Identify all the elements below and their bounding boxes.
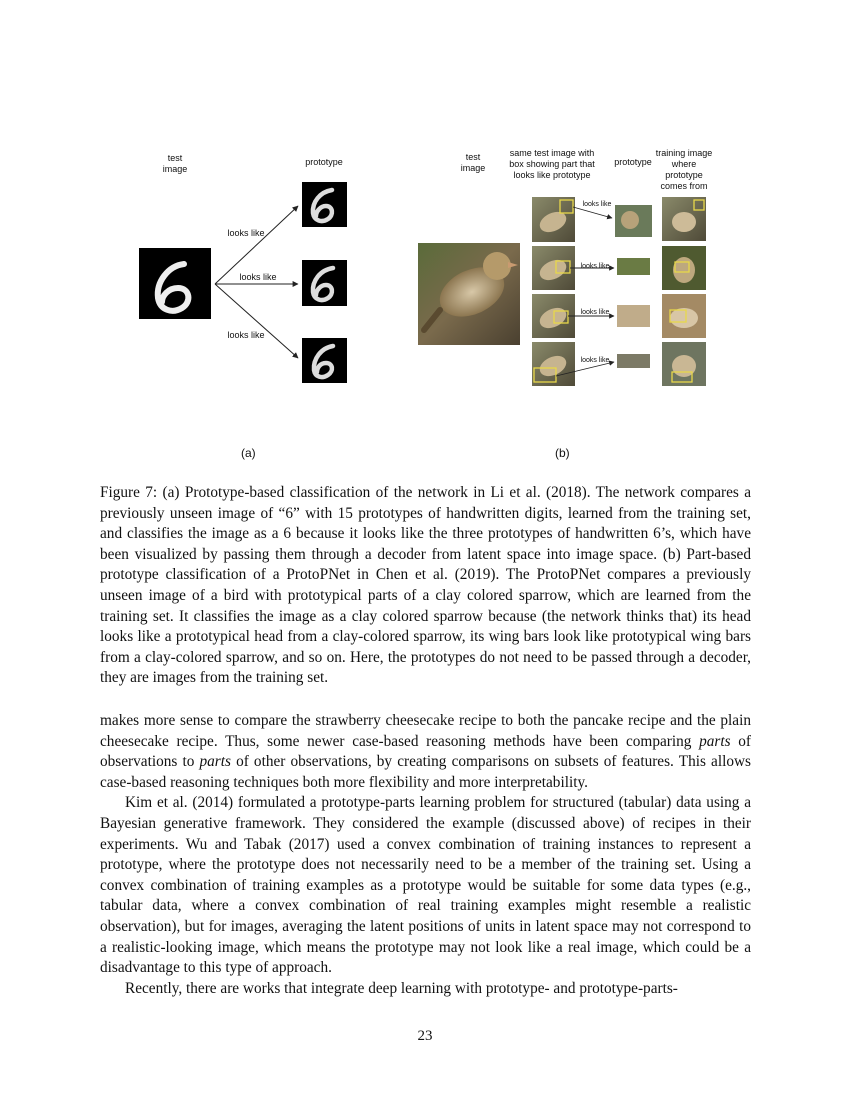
same-image-column <box>532 197 575 386</box>
looks-like-label: looks like <box>580 357 610 364</box>
body-text <box>100 711 751 999</box>
subfigure-label-b: (b) <box>555 446 570 460</box>
bird-head <box>483 252 511 280</box>
label-prototype-a: prototype <box>305 157 343 167</box>
looks-like-label: looks like <box>227 228 265 238</box>
emphasis: parts <box>199 753 231 771</box>
looks-like-label: looks like <box>580 263 610 270</box>
prototype-patch-column <box>615 205 652 368</box>
figure-7 <box>0 0 850 480</box>
label-test-image-b: test image <box>460 152 486 173</box>
label-training-image: training image where prototype comes from <box>655 148 713 191</box>
paragraph: Kim et al. (2014) formulated a prototype-parts learning problem for structured (tabular) data using a Bayesian generative framework. They considered the example (discussed above) of recipes in their experiments. Wu and Tabak (2017) used a convex combination of training instances to represent a prototype, where the prototype does not necessarily need to be a member of the training set. Using a convex combination of training examples as a prototype would be suitable for some data types (e.g., tabular data, where a convex combination of real training examples might resemble a realistic observation), but for images, averaging the latent positions of units in latent space may not correspond to a realistic-looking image, which means the prototype may not look like a real image, which could be a disadvantage to this type of approach. <box>100 794 751 977</box>
text-run: of other observations, by creating comparisons on subsets of features. This allows case-based reasoning techniques both more flexibility and more interpretability. <box>100 753 751 791</box>
figure-graphics <box>0 0 850 480</box>
training-image-column <box>662 197 706 386</box>
label-test-image-a: test image <box>162 153 188 174</box>
paragraph <box>100 711 751 793</box>
looks-like-label: looks like <box>582 201 612 208</box>
paragraph: Recently, there are works that integrate deep learning with prototype- and prototype-parts- <box>125 979 678 997</box>
label-same-test-image: same test image with box showing part that looks like prototype <box>509 148 595 180</box>
text-run: makes more sense to compare the strawberry cheesecake recipe to both the pancake recipe and the plain cheesecake recipe. Thus, some newer case-based reasoning methods have been comparing <box>100 712 751 750</box>
looks-like-label: looks like <box>239 272 277 282</box>
text-run: of observations to <box>100 732 751 771</box>
page-number: 23 <box>417 1028 433 1044</box>
looks-like-label: looks like <box>227 330 265 340</box>
subfigure-label-a: (a) <box>241 446 256 460</box>
looks-like-label: looks like <box>580 309 610 316</box>
label-prototype-b: prototype <box>614 157 652 167</box>
figure-caption: Figure 7: (a) Prototype-based classification of the network in Li et al. (2018). The network compares a previously unseen image of “6” with 15 prototypes of handwritten digits, learned from the training set, and classifies the image as a 6 because it looks like the three prototypes of handwritten 6’s, which have been visualized by passing them through a decoder from latent space into image space. (b) Part-based prototype classification of a ProtoPNet in Chen et al. (2019). The ProtoPNet compares a previously unseen image of a bird with prototypical parts of a clay colored sparrow, which are learned from the training set. It classifies the image as a clay colored sparrow because (the network thinks that) its head looks like a prototypical head from a clay-colored sparrow, its wing bars look like prototypical wing bars from a clay-colored sparrow, and so on. Here, the prototypes do not need to be passed through a decoder, they are images from the training set. <box>100 484 751 687</box>
arrow <box>215 284 298 358</box>
emphasis: parts <box>699 732 731 750</box>
